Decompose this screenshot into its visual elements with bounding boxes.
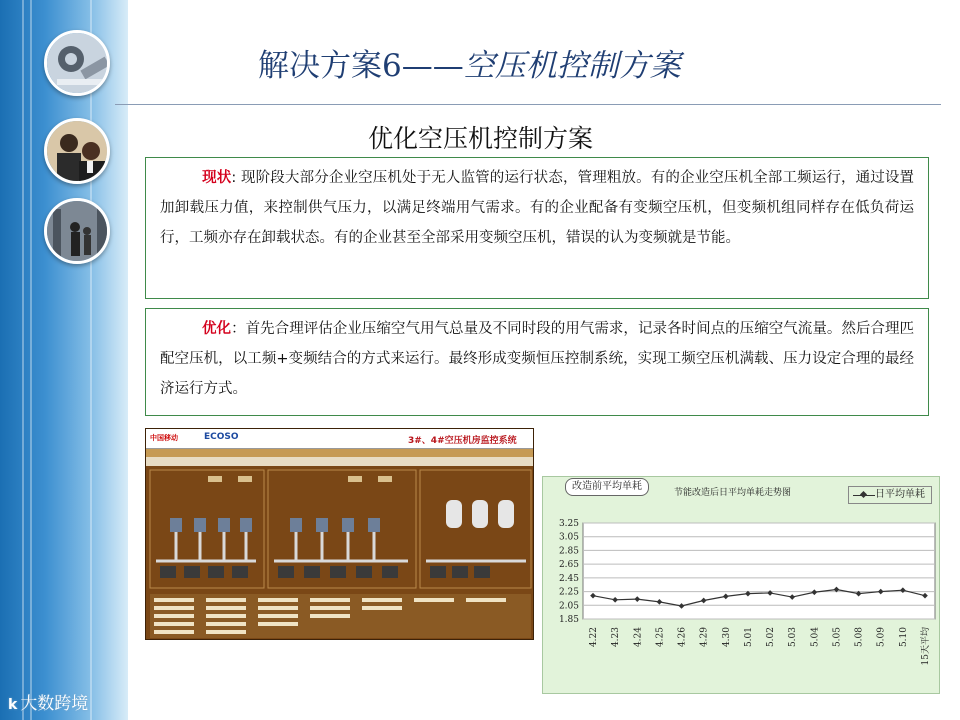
x-tick-label: 4.25 — [655, 627, 666, 648]
x-tick-label: 4.26 — [677, 627, 688, 648]
optimize-text: ：首先合理评估企业压缩空气用气总量及不同时段的用气需求，记录各时间点的压缩空气流量。然后合理匹配空压机，以工频+变频结合的方式来运行。最终形成变频恒压控制系统，实现工频空压机满载、压力设定合理的最经济运行方式。 — [160, 321, 914, 397]
status-text: : 现阶段大部分企业空压机处于无人监管的运行状态，管理粗放。有的企业空压机全部工频运行，通过设置加卸载压力值，来控制供气压力，以满足终端用气需求。有的企业配备有变频空压机，但变频机组同样存在低负荷运行，工频亦存在卸载状态。有的企业甚至全部采用变频空压机，错误的认为变频就是节能。 — [160, 170, 914, 246]
title-dash: —— — [401, 48, 464, 84]
x-tick-label: 5.03 — [788, 627, 799, 648]
y-tick-label: 2.25 — [558, 587, 579, 598]
tech-photo-thumbnail — [44, 30, 110, 96]
business-people-photo — [44, 118, 110, 184]
title-divider — [115, 104, 941, 105]
x-tick-label: 4.23 — [611, 627, 622, 648]
scada-title-bar — [146, 449, 534, 457]
energy-chart — [542, 476, 940, 694]
optimize-label: 优化 — [202, 321, 232, 337]
y-tick-label: 2.05 — [558, 601, 579, 612]
y-tick-label: 2.85 — [558, 546, 579, 557]
scada-brand: 中国移动 — [150, 434, 178, 442]
scada-header — [146, 429, 534, 449]
y-tick-label: 3.05 — [558, 532, 579, 543]
scada-title: 3#、4#空压机房监控系统 — [408, 436, 517, 446]
watermark-mark: k — [8, 697, 18, 713]
y-tick-label: 2.45 — [558, 573, 579, 584]
legend-marker-icon — [853, 490, 875, 500]
scada-diagram — [146, 466, 534, 640]
x-tick-label: 4.29 — [699, 627, 710, 648]
chart-title: 节能改造后日平均单耗走势图 — [674, 488, 792, 498]
x-tick-label: 5.10 — [898, 627, 909, 648]
line-chart — [543, 477, 941, 695]
slide-subtitle: 优化空压机控制方案 — [368, 124, 594, 153]
y-tick-label: 2.65 — [558, 560, 579, 571]
y-tick-label: 3.25 — [558, 519, 579, 529]
x-tick-label: 5.01 — [743, 627, 754, 648]
x-tick-label: 4.30 — [721, 627, 732, 648]
legend-label: 日平均单耗 — [875, 489, 925, 500]
watermark — [8, 689, 88, 714]
title-main: 解决方案6 — [258, 48, 402, 84]
watermark-text: 大数跨境 — [20, 694, 89, 714]
x-tick-label: 4.24 — [633, 627, 644, 648]
y-tick-label: 1.85 — [558, 615, 579, 625]
x-tick-label: 5.02 — [766, 627, 777, 648]
city-walk-photo — [44, 198, 110, 264]
scada-monitor-screenshot — [145, 428, 534, 640]
x-tick-label: 4.22 — [589, 627, 599, 648]
decorative-side-band — [0, 0, 128, 720]
status-label: 现状 — [202, 170, 232, 186]
x-tick-label: 5.05 — [832, 627, 843, 648]
x-tick-label: 15天平均 — [921, 627, 931, 666]
status-text-box — [145, 157, 929, 299]
optimize-text-box — [145, 308, 929, 416]
x-tick-label: 5.04 — [810, 627, 821, 648]
scada-menu-bar — [146, 457, 534, 466]
title-sub: 空压机控制方案 — [463, 48, 681, 84]
x-tick-label: 5.09 — [876, 627, 887, 648]
scada-logo: ECOSO — [204, 432, 239, 442]
chart-legend — [848, 486, 932, 504]
slide-title — [258, 40, 681, 85]
chart-callout: 改造前平均单耗 — [565, 478, 649, 496]
plot-area — [583, 523, 935, 619]
x-tick-label: 5.08 — [854, 627, 865, 648]
